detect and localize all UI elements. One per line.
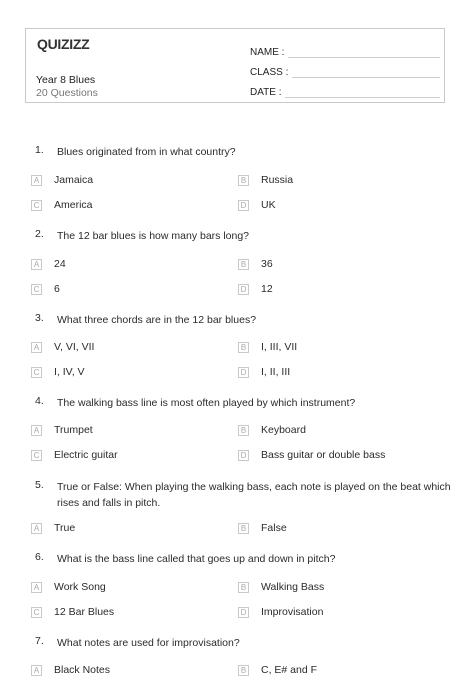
option-text: I, III, VII — [261, 341, 298, 353]
option-letter-box: D — [238, 200, 249, 211]
answer-option[interactable] — [31, 199, 93, 211]
option-letter-box: B — [238, 259, 249, 270]
option-letter-box: C — [31, 200, 42, 211]
answer-option[interactable] — [31, 341, 94, 353]
answer-option[interactable] — [238, 522, 287, 534]
question-number: 6. — [35, 551, 44, 563]
option-text: Russia — [261, 174, 294, 186]
name-field[interactable]: NAME : — [250, 38, 440, 58]
answer-option[interactable] — [31, 606, 114, 618]
answer-option[interactable] — [31, 664, 110, 676]
option-text: Keyboard — [261, 424, 306, 436]
answer-option[interactable] — [238, 581, 324, 593]
option-text: 6 — [54, 283, 60, 295]
option-letter-box: B — [238, 665, 249, 676]
answer-option[interactable] — [238, 283, 273, 295]
class-field[interactable]: CLASS : — [250, 58, 440, 78]
option-text: UK — [261, 199, 276, 211]
option-letter-box: A — [31, 523, 42, 534]
answer-option[interactable] — [238, 258, 273, 270]
option-letter-box: D — [238, 607, 249, 618]
option-letter-box: B — [238, 425, 249, 436]
option-letter-box: A — [31, 342, 42, 353]
question-number: 4. — [35, 395, 44, 407]
question-text: True or False: When playing the walking bass, each note is played on the beat which rises and falls in pitch. — [57, 481, 451, 509]
worksheet-title: Year 8 Blues — [36, 74, 96, 86]
answer-option[interactable] — [238, 449, 385, 461]
question-number: 5. — [35, 479, 44, 491]
option-text: I, IV, V — [54, 366, 85, 378]
option-letter-box: B — [238, 582, 249, 593]
answer-option[interactable] — [31, 424, 93, 436]
option-letter-box: A — [31, 665, 42, 676]
answer-option[interactable] — [31, 283, 60, 295]
option-text: Jamaica — [54, 174, 94, 186]
question-text: What is the bass line called that goes up and down in pitch? — [57, 553, 336, 565]
option-text: True — [54, 522, 76, 534]
answer-option[interactable] — [31, 174, 93, 186]
answer-option[interactable] — [238, 366, 290, 378]
option-text: 36 — [261, 258, 273, 270]
answer-option[interactable] — [31, 366, 85, 378]
option-letter-box: B — [238, 175, 249, 186]
option-text: Electric guitar — [54, 449, 118, 461]
date-field[interactable]: DATE : — [250, 78, 440, 98]
answer-option[interactable] — [238, 424, 306, 436]
question-number: 7. — [35, 635, 44, 647]
option-text: False — [261, 522, 287, 534]
option-text: V, VI, VII — [54, 341, 95, 353]
option-text: 24 — [54, 258, 66, 270]
question-number: 1. — [35, 144, 44, 156]
answer-option[interactable] — [31, 258, 66, 270]
question-number: 3. — [35, 312, 44, 324]
option-text: Improvisation — [261, 606, 324, 618]
option-letter-box: A — [31, 259, 42, 270]
option-text: Trumpet — [54, 424, 93, 436]
question-text: What three chords are in the 12 bar blues? — [57, 314, 257, 326]
answer-option[interactable] — [238, 174, 293, 186]
answer-option[interactable] — [31, 522, 75, 534]
answer-option[interactable] — [238, 341, 297, 353]
question-number: 2. — [35, 228, 44, 240]
quizizz-logo: QUIZIZZ — [37, 36, 90, 52]
option-letter-box: A — [31, 175, 42, 186]
question-text: The walking bass line is most often played by which instrument? — [57, 397, 356, 409]
answer-option[interactable] — [31, 449, 118, 461]
option-letter-box: C — [31, 607, 42, 618]
option-letter-box: A — [31, 582, 42, 593]
answer-option[interactable] — [238, 664, 317, 676]
option-letter-box: B — [238, 342, 249, 353]
option-letter-box: D — [238, 284, 249, 295]
option-text: Work Song — [54, 581, 106, 593]
option-letter-box: C — [31, 367, 42, 378]
option-letter-box: B — [238, 523, 249, 534]
option-text: C, E# and F — [261, 664, 318, 676]
question-text: The 12 bar blues is how many bars long? — [57, 230, 250, 242]
question-text: What notes are used for improvisation? — [57, 637, 240, 649]
option-letter-box: D — [238, 450, 249, 461]
option-text: 12 — [261, 283, 273, 295]
student-info-fields — [250, 38, 440, 98]
option-text: I, II, III — [261, 366, 291, 378]
option-text: Black Notes — [54, 664, 111, 676]
option-text: America — [54, 199, 93, 211]
option-letter-box: A — [31, 425, 42, 436]
option-letter-box: C — [31, 450, 42, 461]
question-count: 20 Questions — [36, 87, 98, 99]
option-text: 12 Bar Blues — [54, 606, 115, 618]
answer-option[interactable] — [238, 199, 276, 211]
option-text: Bass guitar or double bass — [261, 449, 386, 461]
worksheet-header — [25, 28, 445, 103]
answer-option[interactable] — [31, 581, 106, 593]
answer-option[interactable] — [238, 606, 323, 618]
option-letter-box: D — [238, 367, 249, 378]
question-text: Blues originated from in what country? — [57, 146, 236, 158]
option-text: Walking Bass — [261, 581, 325, 593]
option-letter-box: C — [31, 284, 42, 295]
